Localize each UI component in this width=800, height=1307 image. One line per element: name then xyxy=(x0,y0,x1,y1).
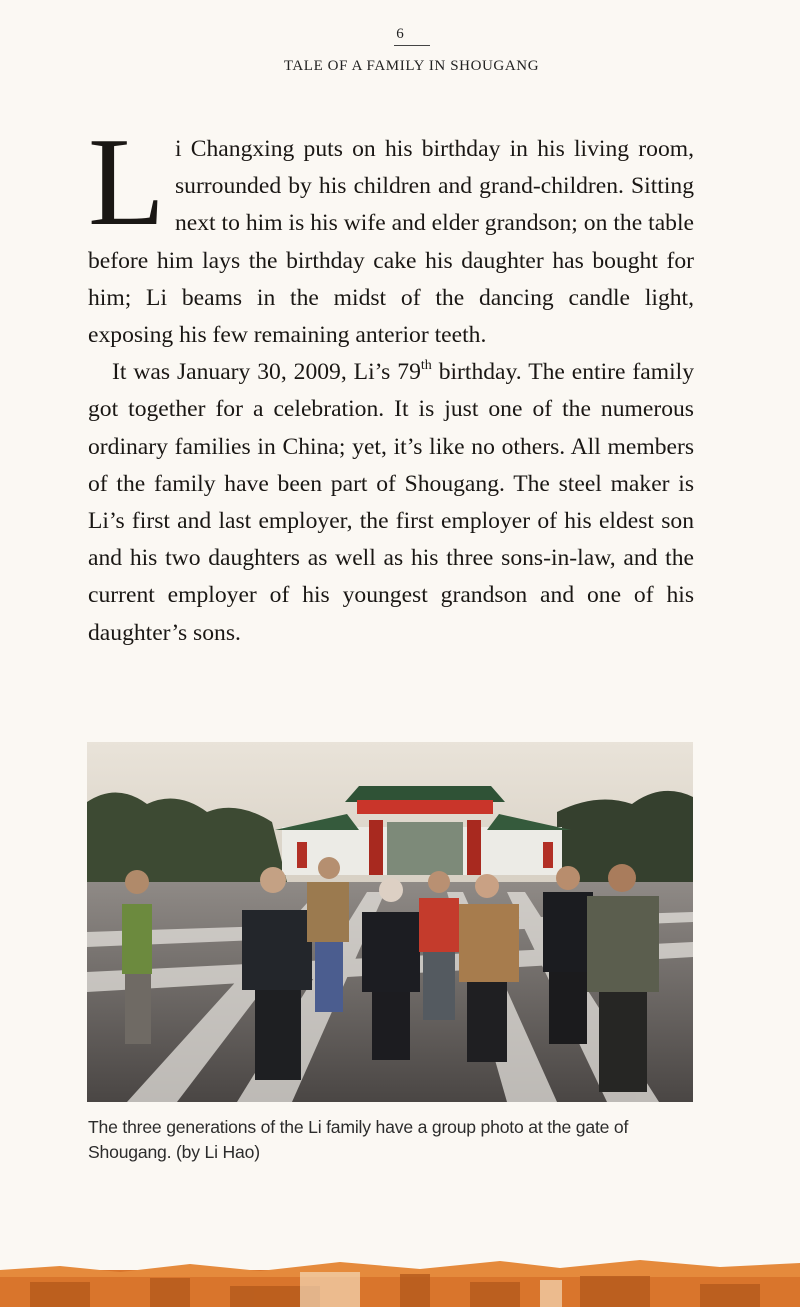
paragraph-1 xyxy=(88,113,694,354)
body-text xyxy=(88,113,695,652)
footer-decorative-band xyxy=(0,1252,800,1307)
drop-cap: L xyxy=(88,113,165,252)
paragraph-2-text-a: It was January 30, 2009, Li’s 79 xyxy=(112,359,421,386)
family-photo xyxy=(87,742,693,1102)
running-head: TALE OF A FAMILY IN SHOUGANG xyxy=(283,58,540,74)
page-number-rule xyxy=(394,45,430,46)
paragraph-1-text: i Changxing puts on his birthday in his living room, surrounded by his children and grand-children. Sitting next to him is his wife and elder grandson; on the table before him lays the birthday cake his daughter has bought for him; Li beams in the midst of the dancing candle light, exposing his few remaining anterior teeth. xyxy=(88,136,694,349)
ordinal-superscript: th xyxy=(420,358,432,374)
figure-caption: The three generations of the Li family have a group photo at the gate of Shougang. (by Li Hao) xyxy=(88,1117,629,1162)
paragraph-2 xyxy=(88,354,694,652)
paragraph-2-text-b: birthday. The entire family got together for a celebration. It is just one of the numerous ordinary families in China; yet, it’s like no others. All members of the family have been part of Shougang. The steel maker is Li’s first and last employer, the first employer of his eldest son and his two daughters as well as his three sons-in-law, and the current employer of his youngest grandson and one of his daughter’s sons. xyxy=(88,359,695,646)
page-number: 6 xyxy=(396,26,404,42)
